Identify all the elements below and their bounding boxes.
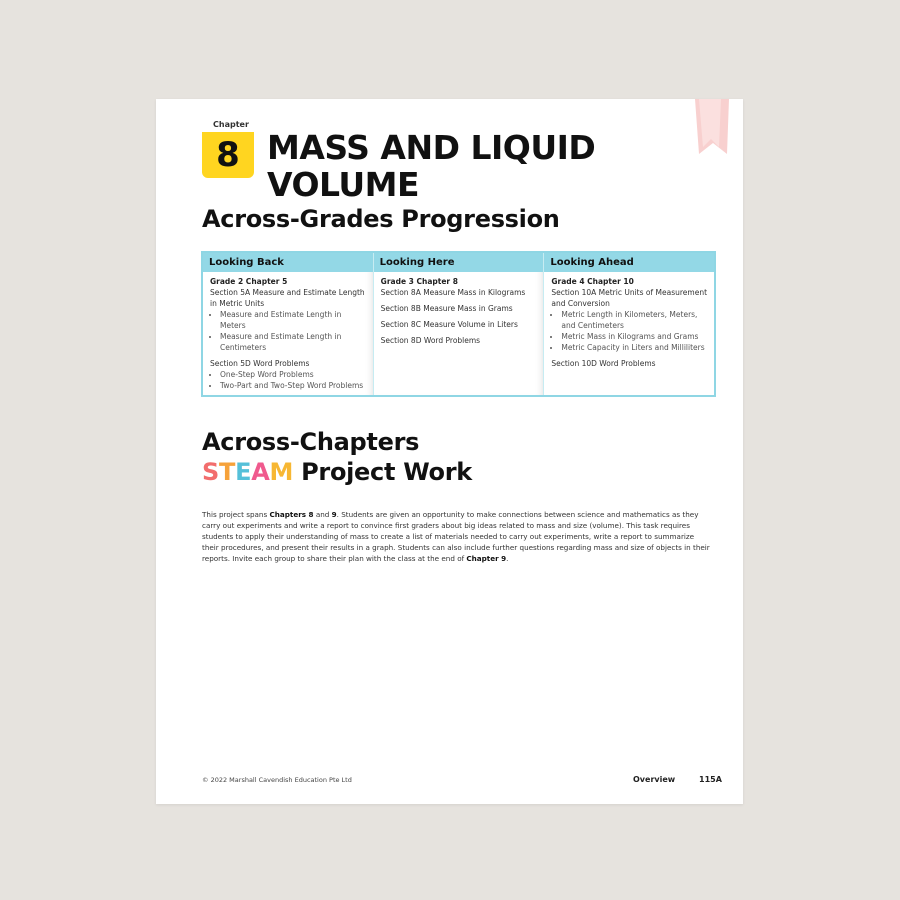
- bullet-list: [210, 309, 367, 353]
- list-item: • Metric Mass in Kilograms and Grams: [561, 331, 708, 342]
- progression-table: [201, 251, 716, 397]
- chapter-badge: [202, 120, 258, 178]
- steam-letter: S: [202, 458, 219, 486]
- column-header: Looking Ahead: [544, 253, 714, 272]
- page: [156, 99, 743, 804]
- steam-letter: A: [251, 458, 270, 486]
- copyright: © 2022 Marshall Cavendish Education Pte Ltd: [202, 776, 352, 784]
- section-label: Section 5A Measure and Estimate Length in Metric Units: [210, 288, 365, 308]
- paragraph-text: and: [313, 510, 332, 520]
- page-title: MASS AND LIQUID VOLUME: [267, 128, 596, 204]
- list-item: • Metric Capacity in Liters and Milliliters: [561, 342, 708, 353]
- grade-label: Grade 3 Chapter 8: [380, 277, 458, 286]
- list-item: • Measure and Estimate Length in Centimeters: [220, 331, 367, 353]
- steam-letter: M: [269, 458, 294, 486]
- section-label: Section 8B Measure Mass in Grams: [380, 304, 513, 313]
- section-label: Section 8A Measure Mass in Kilograms: [380, 288, 526, 297]
- grade-label: Grade 4 Chapter 10: [551, 277, 634, 286]
- steam-heading-line1: Across-Chapters: [202, 428, 420, 456]
- section-label: Section 5D Word Problems: [210, 359, 310, 368]
- column-looking-ahead: [544, 253, 714, 395]
- section-label: Section 10A Metric Units of Measurement and Conversion: [551, 288, 708, 308]
- steam-letter: E: [235, 458, 252, 486]
- paragraph-text: . Students are given an opportunity to make connections between science and mathematics as they carry out experiments and write a report to convince first graders about big ideas related to mass and size (volume). This task requires students to apply their understanding of mass to create a list of materials needed to carry out experiments, write a report to summarize their procedures, and present their results in a graph. Students can also include further questions regarding mass and size of objects in their reports. Invite each group to share their plan with the class at the end of: [202, 510, 710, 564]
- grade-label: Grade 2 Chapter 5: [210, 277, 288, 286]
- list-item: • Two-Part and Two-Step Word Problems: [220, 380, 367, 391]
- list-item: • One-Step Word Problems: [220, 369, 367, 380]
- steam-heading-line2: [202, 457, 472, 487]
- section-label: Section 10D Word Problems: [551, 359, 656, 368]
- bullet-list: [210, 369, 367, 391]
- list-item: • Measure and Estimate Length in Meters: [220, 309, 367, 331]
- footer-section-label: Overview: [633, 775, 676, 784]
- list-item: • Metric Length in Kilometers, Meters, and Centimeters: [561, 309, 708, 331]
- paragraph-text: .: [506, 554, 509, 564]
- chapter-number: 8: [202, 132, 254, 178]
- steam-letter: T: [219, 458, 236, 486]
- column-header: Looking Back: [203, 253, 373, 272]
- paragraph-bold: 9: [331, 510, 337, 520]
- steam-heading: [202, 427, 472, 487]
- chapter-label: Chapter: [213, 120, 249, 129]
- column-header: Looking Here: [374, 253, 544, 272]
- section-label: Section 8D Word Problems: [380, 336, 481, 345]
- steam-word: [202, 458, 293, 486]
- column-looking-back: [203, 253, 374, 395]
- progression-heading: Across-Grades Progression: [202, 205, 560, 233]
- paragraph-bold: Chapter 9: [466, 554, 507, 564]
- bullet-list: [551, 309, 708, 353]
- column-looking-here: [374, 253, 545, 395]
- steam-heading-rest: Project Work: [293, 458, 472, 486]
- page-number: 115A: [699, 775, 722, 784]
- project-description: [202, 509, 710, 564]
- section-label: Section 8C Measure Volume in Liters: [380, 320, 518, 329]
- paragraph-bold: Chapters 8: [269, 510, 314, 520]
- bookmark-ribbon-icon: [687, 99, 735, 154]
- paragraph-text: This project spans: [202, 510, 270, 520]
